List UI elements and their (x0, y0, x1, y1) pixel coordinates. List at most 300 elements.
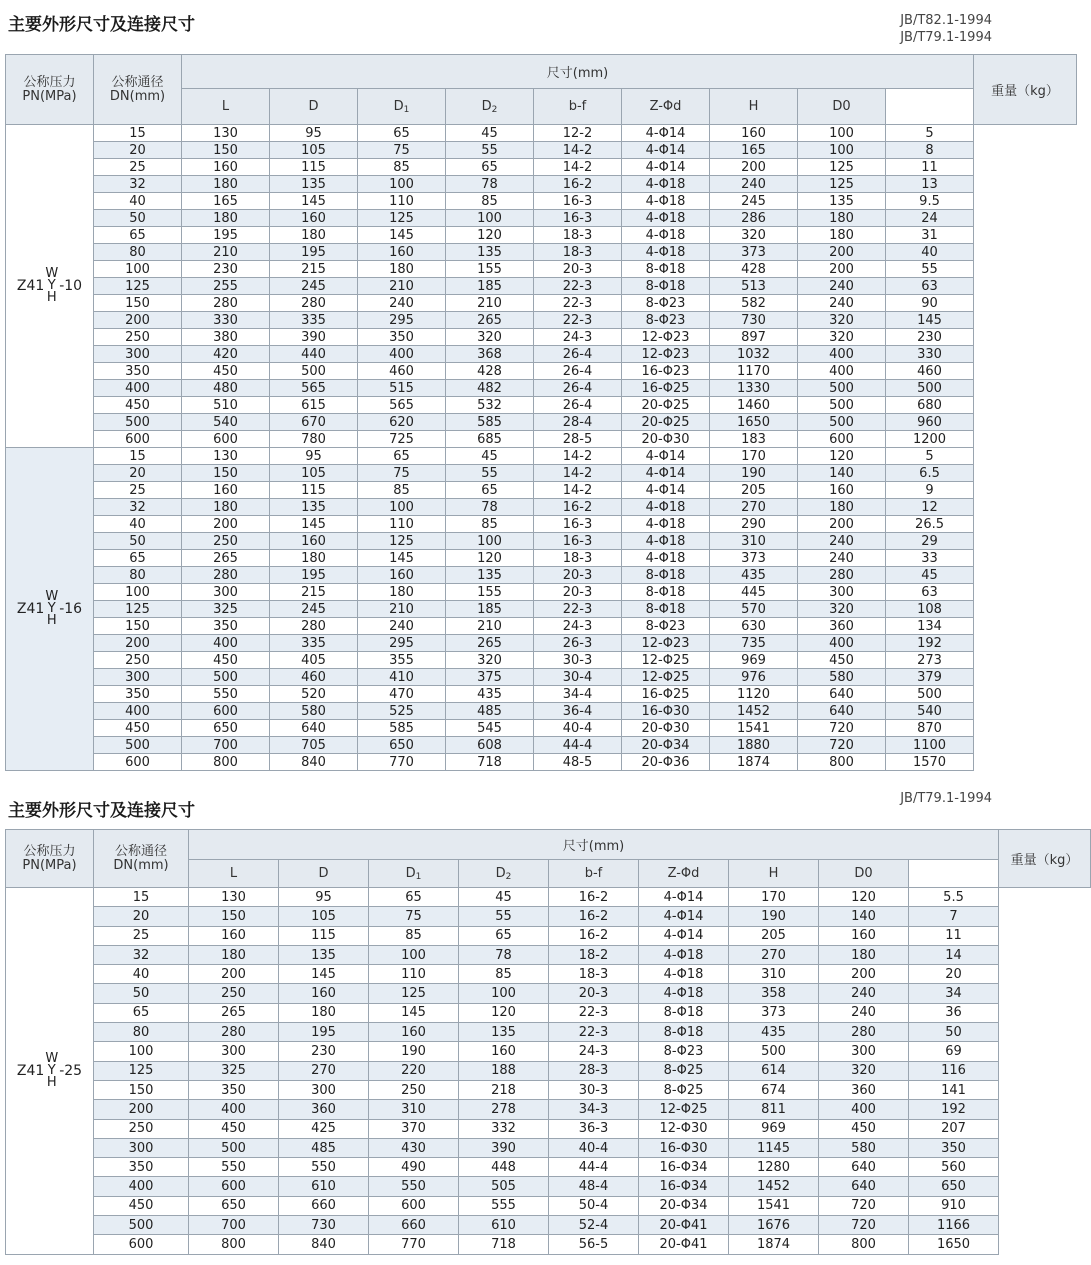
table-cell: 325 (189, 1061, 279, 1080)
table-cell: 310 (369, 1100, 459, 1119)
table-cell: 210 (358, 601, 446, 618)
table-cell: 160 (358, 567, 446, 584)
model-variant: H (46, 613, 57, 628)
header-D1-base: D (405, 866, 416, 881)
table-cell: 20-Φ36 (622, 754, 710, 771)
table-cell: 680 (886, 397, 974, 414)
table-cell: 670 (270, 414, 358, 431)
table-row (6, 142, 1077, 159)
table-cell: 4-Φ14 (622, 125, 710, 142)
table-cell: 13 (886, 176, 974, 193)
table-cell: 85 (446, 193, 534, 210)
table-cell: 145 (886, 312, 974, 329)
standard-code: JB/T79.1-1994 (900, 791, 992, 806)
table-cell: 40 (94, 516, 182, 533)
table-cell: 640 (819, 1158, 909, 1177)
table-cell: 286 (710, 210, 798, 227)
table-row (6, 965, 1091, 984)
table-cell: 1676 (729, 1216, 819, 1235)
table-cell: 85 (446, 516, 534, 533)
table-cell: 450 (189, 1119, 279, 1138)
table-cell: 532 (446, 397, 534, 414)
table-cell: 12-Φ30 (639, 1119, 729, 1138)
header-D2 (459, 860, 549, 888)
table-cell: 440 (270, 346, 358, 363)
header-D: D (279, 860, 369, 888)
table-cell: 525 (358, 703, 446, 720)
table-cell: 165 (182, 193, 270, 210)
table-cell: 295 (358, 312, 446, 329)
table-cell: 15 (94, 448, 182, 465)
table-cell: 192 (886, 635, 974, 652)
table-cell: 350 (94, 686, 182, 703)
table-cell: 520 (270, 686, 358, 703)
table-cell: 220 (369, 1061, 459, 1080)
table-cell: 500 (94, 414, 182, 431)
model-cell (6, 888, 94, 1255)
table-cell: 770 (358, 754, 446, 771)
table-cell: 240 (798, 278, 886, 295)
model-suffix: -16 (59, 601, 83, 617)
table-cell: 550 (369, 1177, 459, 1196)
table-cell: 1200 (886, 431, 974, 448)
table-cell: 125 (94, 1061, 189, 1080)
table-cell: 255 (182, 278, 270, 295)
table-row (6, 1216, 1091, 1235)
header-D: D (270, 89, 358, 125)
table-cell: 200 (94, 1100, 189, 1119)
table-cell: 180 (358, 261, 446, 278)
table-cell: 4-Φ18 (622, 227, 710, 244)
table-cell: 240 (819, 984, 909, 1003)
table-cell: 1330 (710, 380, 798, 397)
table-cell: 200 (798, 261, 886, 278)
table-cell: 240 (798, 295, 886, 312)
table-cell: 4-Φ18 (639, 965, 729, 984)
table-cell: 95 (270, 125, 358, 142)
table-cell: 180 (270, 227, 358, 244)
table-cell: 130 (182, 448, 270, 465)
table-cell: 410 (358, 669, 446, 686)
table-cell: 195 (279, 1023, 369, 1042)
table-cell: 250 (94, 652, 182, 669)
table-cell: 660 (369, 1216, 459, 1235)
table-cell: 800 (182, 754, 270, 771)
table-cell: 370 (369, 1119, 459, 1138)
table-cell: 105 (270, 142, 358, 159)
model-variant: W (45, 266, 59, 281)
table-cell: 36-3 (549, 1119, 639, 1138)
table-cell: 145 (358, 550, 446, 567)
table-cell: 150 (182, 142, 270, 159)
table-cell: 482 (446, 380, 534, 397)
table-cell: 614 (729, 1061, 819, 1080)
table-cell: 580 (270, 703, 358, 720)
table-row (6, 1138, 1091, 1157)
table-cell: 1460 (710, 397, 798, 414)
table-cell: 735 (710, 635, 798, 652)
table-cell: 450 (94, 1196, 189, 1215)
table-cell: 560 (909, 1158, 999, 1177)
table-cell: 8-Φ23 (622, 295, 710, 312)
table-cell: 183 (710, 431, 798, 448)
table-cell: 355 (358, 652, 446, 669)
table-cell: 155 (446, 584, 534, 601)
table-cell: 960 (886, 414, 974, 431)
table-cell: 16-2 (534, 176, 622, 193)
table-cell: 85 (459, 965, 549, 984)
header-D2-sub: 2 (505, 872, 512, 882)
table-cell: 44-4 (549, 1158, 639, 1177)
table-row (6, 261, 1077, 278)
table-row (6, 210, 1077, 227)
table-cell: 300 (819, 1042, 909, 1061)
table-row (6, 465, 1077, 482)
header-diameter-line: 公称通径 (111, 74, 164, 90)
table-cell: 12-2 (534, 125, 622, 142)
table-cell: 435 (729, 1023, 819, 1042)
table-row (6, 1119, 1091, 1138)
table-cell: 145 (358, 227, 446, 244)
table-cell: 180 (182, 499, 270, 516)
table-cell: 110 (358, 193, 446, 210)
table-cell: 200 (798, 516, 886, 533)
table-body (6, 888, 1091, 1255)
table-cell: 490 (369, 1158, 459, 1177)
table-cell: 375 (446, 669, 534, 686)
table-cell: 5.5 (909, 888, 999, 907)
table-cell: 28-4 (534, 414, 622, 431)
table-cell: 16-Φ34 (639, 1158, 729, 1177)
table-cell: 600 (369, 1196, 459, 1215)
table-cell: 165 (710, 142, 798, 159)
standard-code: JB/T82.1-1994 (900, 13, 992, 28)
table-cell: 30-3 (549, 1080, 639, 1099)
header-pressure-line: 公称压力 (23, 843, 76, 859)
table-cell: 195 (270, 567, 358, 584)
table-cell: 280 (798, 567, 886, 584)
table-cell: 280 (270, 618, 358, 635)
table-cell: 30-4 (534, 669, 622, 686)
table-cell: 610 (459, 1216, 549, 1235)
header-zphi: Z-Φd (622, 89, 710, 125)
table-cell: 600 (94, 1235, 189, 1254)
model-variant: W (45, 1050, 59, 1066)
table-cell: 620 (358, 414, 446, 431)
table-cell: 8-Φ18 (622, 584, 710, 601)
table-cell: 26-4 (534, 380, 622, 397)
table-cell: 65 (94, 227, 182, 244)
table-cell: 55 (446, 465, 534, 482)
table-cell: 4-Φ14 (622, 482, 710, 499)
table-cell: 4-Φ18 (622, 533, 710, 550)
table-cell: 640 (819, 1177, 909, 1196)
table-cell: 320 (446, 652, 534, 669)
table-cell: 50 (94, 984, 189, 1003)
table-cell: 230 (886, 329, 974, 346)
table-cell: 610 (279, 1177, 369, 1196)
table-cell: 332 (459, 1119, 549, 1138)
table-cell: 700 (182, 737, 270, 754)
table-cell: 125 (94, 278, 182, 295)
table-cell: 50 (94, 210, 182, 227)
table-cell: 290 (710, 516, 798, 533)
table-cell: 180 (182, 176, 270, 193)
table-cell: 22-3 (549, 1003, 639, 1022)
table-row (6, 1003, 1091, 1022)
table-cell: 550 (189, 1158, 279, 1177)
table-cell: 50-4 (549, 1196, 639, 1215)
table-cell: 40 (94, 965, 189, 984)
table-cell: 205 (729, 926, 819, 945)
model-variant: Y (47, 278, 56, 293)
table-cell: 85 (358, 159, 446, 176)
table-cell: 135 (270, 176, 358, 193)
table-cell: 540 (182, 414, 270, 431)
table-cell: 505 (459, 1177, 549, 1196)
table-cell: 200 (189, 965, 279, 984)
table-cell: 188 (459, 1061, 549, 1080)
table-row (6, 720, 1077, 737)
table-cell: 36 (909, 1003, 999, 1022)
table-cell: 116 (909, 1061, 999, 1080)
table-cell: 1280 (729, 1158, 819, 1177)
table-cell: 278 (459, 1100, 549, 1119)
header-size-group: 尺寸(mm) (182, 55, 974, 89)
table-cell: 240 (819, 1003, 909, 1022)
table-cell: 215 (270, 261, 358, 278)
table-cell: 12-Φ23 (622, 329, 710, 346)
table-row (6, 686, 1077, 703)
table-cell: 32 (94, 176, 182, 193)
table-cell: 160 (279, 984, 369, 1003)
table-cell: 780 (270, 431, 358, 448)
table-cell: 976 (710, 669, 798, 686)
table-cell: 78 (446, 499, 534, 516)
table-cell: 4-Φ14 (639, 907, 729, 926)
table-cell: 500 (798, 414, 886, 431)
table-row (6, 888, 1091, 907)
table-cell: 218 (459, 1080, 549, 1099)
table-cell: 485 (279, 1138, 369, 1157)
table-cell: 125 (798, 176, 886, 193)
table-cell: 400 (798, 363, 886, 380)
table-cell: 190 (729, 907, 819, 926)
table-cell: 300 (189, 1042, 279, 1061)
table-cell: 55 (446, 142, 534, 159)
table-cell: 12-Φ23 (622, 635, 710, 652)
table-cell: 650 (358, 737, 446, 754)
table-cell: 425 (279, 1119, 369, 1138)
table-cell: 350 (909, 1138, 999, 1157)
table-cell: 200 (94, 312, 182, 329)
table-cell: 180 (189, 945, 279, 964)
table-cell: 650 (909, 1177, 999, 1196)
table-cell: 650 (182, 720, 270, 737)
table-cell: 730 (710, 312, 798, 329)
section-title: 主要外形尺寸及连接尺寸 (8, 801, 195, 821)
table-row (6, 926, 1091, 945)
table-cell: 12-Φ25 (622, 652, 710, 669)
standards (900, 790, 992, 807)
table-cell: 180 (270, 550, 358, 567)
table-cell: 50 (909, 1023, 999, 1042)
table-cell: 180 (358, 584, 446, 601)
section-2 (0, 780, 1079, 1260)
table-cell: 8-Φ25 (639, 1080, 729, 1099)
table-row (6, 244, 1077, 261)
table-cell: 240 (710, 176, 798, 193)
table-cell: 435 (710, 567, 798, 584)
header-diameter (94, 830, 189, 888)
table-cell: 65 (94, 1003, 189, 1022)
table-cell: 510 (182, 397, 270, 414)
table-cell: 69 (909, 1042, 999, 1061)
table-cell: 1120 (710, 686, 798, 703)
table-cell: 295 (358, 635, 446, 652)
table-cell: 730 (279, 1216, 369, 1235)
table-cell: 20 (94, 907, 189, 926)
table-cell: 160 (710, 125, 798, 142)
table-cell: 135 (279, 945, 369, 964)
table-cell: 18-3 (534, 244, 622, 261)
table-cell: 8-Φ18 (639, 1023, 729, 1042)
table-body (6, 125, 1077, 771)
table-cell: 24 (886, 210, 974, 227)
table-cell: 485 (446, 703, 534, 720)
table-cell: 600 (182, 703, 270, 720)
table-row (6, 1177, 1091, 1196)
table-cell: 320 (798, 312, 886, 329)
table-cell: 550 (279, 1158, 369, 1177)
table-cell: 24-3 (549, 1042, 639, 1061)
table-cell: 160 (369, 1023, 459, 1042)
table-cell: 373 (729, 1003, 819, 1022)
header-bf: b-f (549, 860, 639, 888)
header-D1-sub: 1 (415, 872, 422, 882)
table-cell: 14-2 (534, 482, 622, 499)
table-cell: 450 (182, 652, 270, 669)
table-cell: 300 (94, 1138, 189, 1157)
table-cell: 8-Φ18 (639, 1003, 729, 1022)
table-cell: 1880 (710, 737, 798, 754)
table-cell: 1100 (886, 737, 974, 754)
table-cell: 650 (189, 1196, 279, 1215)
table-cell: 5 (886, 125, 974, 142)
table-cell: 470 (358, 686, 446, 703)
table-cell: 24-3 (534, 329, 622, 346)
table-cell: 265 (182, 550, 270, 567)
table-cell: 910 (909, 1196, 999, 1215)
table-row (6, 380, 1077, 397)
table-cell: 100 (798, 125, 886, 142)
table-cell: 250 (189, 984, 279, 1003)
table-cell: 134 (886, 618, 974, 635)
table-cell: 31 (886, 227, 974, 244)
table-cell: 725 (358, 431, 446, 448)
section-title: 主要外形尺寸及连接尺寸 (8, 15, 195, 35)
header-D0: D0 (798, 89, 886, 125)
header-bf: b-f (534, 89, 622, 125)
table-cell: 40 (94, 193, 182, 210)
table-cell: 75 (358, 142, 446, 159)
header-D1-sub: 1 (403, 105, 410, 115)
table-cell: 310 (710, 533, 798, 550)
table-cell: 65 (446, 482, 534, 499)
table-cell: 705 (270, 737, 358, 754)
table-row (6, 329, 1077, 346)
table-cell: 720 (819, 1216, 909, 1235)
header-D1-base: D (393, 99, 404, 114)
table-cell: 55 (459, 907, 549, 926)
table-cell: 34-3 (549, 1100, 639, 1119)
table-row (6, 448, 1077, 465)
table-cell: 240 (358, 295, 446, 312)
header-weight: 重量（kg） (999, 830, 1091, 888)
header-diameter-line: 公称通径 (114, 843, 167, 859)
table-cell: 100 (446, 533, 534, 550)
table-cell: 335 (270, 635, 358, 652)
table-cell: 358 (729, 984, 819, 1003)
table-row (6, 635, 1077, 652)
table-cell: 145 (270, 193, 358, 210)
table-cell: 45 (459, 888, 549, 907)
table-cell: 185 (446, 601, 534, 618)
table-cell: 100 (358, 176, 446, 193)
table-cell: 140 (819, 907, 909, 926)
table-cell: 55 (886, 261, 974, 278)
table-cell: 8-Φ23 (622, 618, 710, 635)
table-cell: 4-Φ14 (639, 888, 729, 907)
table-cell: 95 (270, 448, 358, 465)
table-cell: 550 (182, 686, 270, 703)
table-cell: 185 (446, 278, 534, 295)
table-cell: 16-2 (549, 926, 639, 945)
table-cell: 56-5 (549, 1235, 639, 1254)
table-cell: 460 (270, 669, 358, 686)
table-cell: 25 (94, 926, 189, 945)
table-cell: 120 (459, 1003, 549, 1022)
table-row (6, 907, 1091, 926)
table-cell: 65 (459, 926, 549, 945)
table-cell: 310 (729, 965, 819, 984)
header-D2-base: D (481, 99, 492, 114)
table-cell: 400 (798, 635, 886, 652)
table-cell: 40-4 (549, 1138, 639, 1157)
table-cell: 75 (369, 907, 459, 926)
table-row (6, 1061, 1091, 1080)
table-cell: 195 (182, 227, 270, 244)
header-pressure (6, 830, 94, 888)
table-row (6, 754, 1077, 771)
table-cell: 450 (94, 720, 182, 737)
table-cell: 350 (94, 363, 182, 380)
table-cell: 1541 (729, 1196, 819, 1215)
table-cell: 700 (189, 1216, 279, 1235)
table-cell: 811 (729, 1100, 819, 1119)
table-cell: 210 (446, 618, 534, 635)
header-H: H (710, 89, 798, 125)
table-cell: 65 (358, 125, 446, 142)
table-cell: 8-Φ18 (622, 601, 710, 618)
header-pressure-unit: PN(MPa) (22, 857, 77, 873)
table-cell: 45 (446, 448, 534, 465)
table-row (6, 703, 1077, 720)
table-row (6, 278, 1077, 295)
table-cell: 720 (798, 737, 886, 754)
table-cell: 300 (94, 346, 182, 363)
table-cell: 16-2 (534, 499, 622, 516)
